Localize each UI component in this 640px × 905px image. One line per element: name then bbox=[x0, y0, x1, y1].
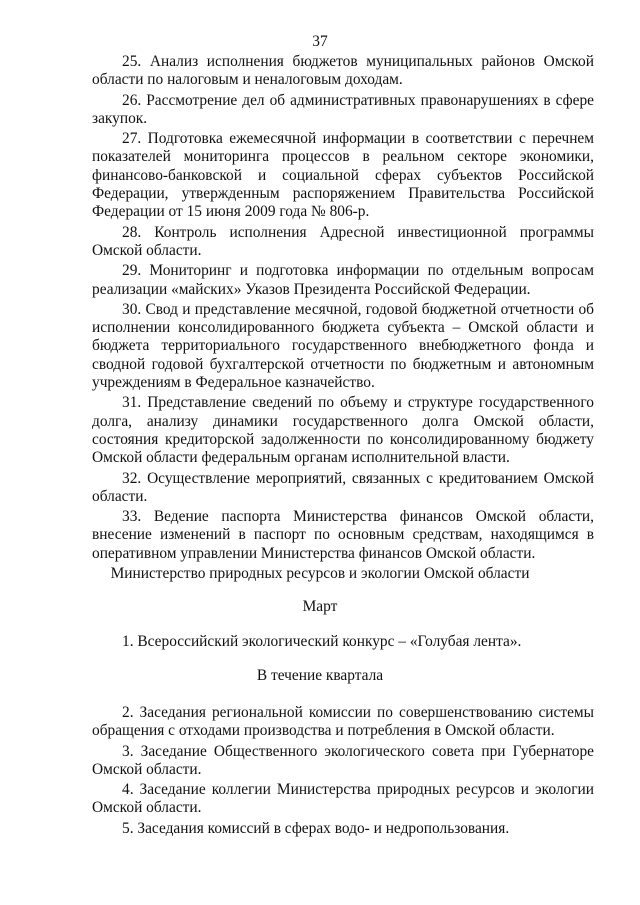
list-item: 33. Ведение паспорта Министерства финансов Омской области, внесение изменений в паспорт по основным средствам, находящимся в оперативном управлении Министерства финансов Омской области. bbox=[92, 508, 594, 562]
march-list bbox=[92, 633, 594, 653]
list-item: 29. Мониторинг и подготовка информации по отдельным вопросам реализации «майских» Указов Президента Российской Федерации. bbox=[92, 262, 594, 298]
item-list-top bbox=[92, 53, 594, 565]
list-item: 25. Анализ исполнения бюджетов муниципальных районов Омской области по налоговым и неналоговым доходам. bbox=[92, 53, 594, 89]
list-item: 4. Заседание коллегии Министерства природных ресурсов и экологии Омской области. bbox=[92, 781, 594, 817]
list-item: 26. Рассмотрение дел об административных правонарушениях в сфере закупок. bbox=[92, 91, 594, 127]
list-item: 1. Всероссийский экологический конкурс – «Голубая лента». bbox=[122, 633, 522, 650]
page-number: 37 bbox=[312, 33, 328, 50]
list-item: 32. Осуществление мероприятий, связанных с кредитованием Омской области. bbox=[92, 469, 594, 505]
list-item: 2. Заседания региональной комиссии по совершенствованию системы обращения с отходами производства и потребления в Омской области. bbox=[92, 704, 594, 740]
item-list-bottom bbox=[92, 704, 594, 840]
list-item: 5. Заседания комиссий в сферах водо- и недропользования. bbox=[122, 819, 510, 837]
list-item: 3. Заседание Общественного экологического совета при Губернаторе Омской области. bbox=[92, 742, 594, 778]
list-item: 28. Контроль исполнения Адресной инвестиционной программы Омской области. bbox=[92, 223, 594, 259]
section-title: Министерство природных ресурсов и экологии Омской области bbox=[110, 565, 530, 582]
quarter-heading: В течение квартала bbox=[256, 667, 384, 684]
list-item: 27. Подготовка ежемесячной информации в соответствии с перечнем показателей мониторинга процессов в реальном секторе экономики, финансово-банковской и социальной сферах субъектов Российской Федерации, утвержденным распоряжением Правительства Российской Федерации от 15 июня 2009 года № 806-р. bbox=[92, 130, 594, 221]
list-item: 30. Свод и представление месячной, годовой бюджетной отчетности об исполнении консолидированного бюджета субъекта – Омской области и бюджета территориального государственного внебюджетного фонда и сводной годовой бухгалтерской отчетности по бюджетным и автономным учреждениям в Федеральное казначейство. bbox=[92, 300, 594, 392]
list-item: 31. Представление сведений по объему и структуре государственного долга, анализу динамики государственного долга Омской области, состояния кредиторской задолженности по консолидированному бюджету Омской области федеральным органам исполнительной власти. bbox=[92, 394, 594, 467]
month-heading: Март bbox=[302, 598, 338, 615]
